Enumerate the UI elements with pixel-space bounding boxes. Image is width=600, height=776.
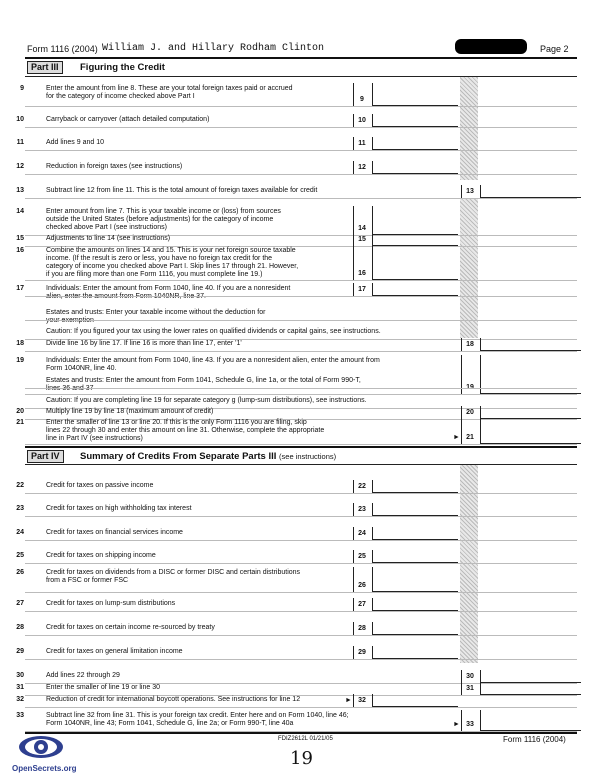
line-description: Carryback or carryover (attach detailed computation) — [46, 116, 210, 123]
form-year: Form 1116 (2004) — [27, 44, 98, 54]
line-description: Enter amount from line 7. This is your taxable income or (loss) from sources outside the United States (before adjustments) for the category of income checked above Part I (see instructions) — [46, 208, 281, 231]
line-description: Caution: If you figured your tax using the lower rates on qualified dividends or capital gains, see instructions. — [46, 328, 381, 335]
line-box-label: 24 — [358, 530, 366, 537]
line-number: 27 — [16, 600, 24, 607]
line-description: Estates and trusts: Enter your taxable income without the deduction for your exemption — [46, 309, 266, 324]
line-description: Credit for taxes on general limitation income — [46, 648, 183, 655]
shaded-column — [460, 77, 478, 180]
amount-field-line-32[interactable] — [373, 694, 458, 707]
form-code: FDIZ2612L 01/21/05 — [278, 736, 333, 742]
line-box-label: 12 — [358, 164, 366, 171]
line-number: 23 — [16, 505, 24, 512]
amount-field-line-13[interactable] — [481, 185, 581, 198]
amount-field-line-29[interactable] — [373, 646, 458, 659]
amount-field-line-10[interactable] — [373, 114, 458, 127]
line-number: 31 — [16, 684, 24, 691]
line-description: Reduction of credit for international boycott operations. See instructions for line 12 — [46, 696, 301, 703]
line-box-label: 21 — [466, 434, 474, 441]
line-description: Credit for taxes on passive income — [46, 482, 154, 489]
line-box-label: 17 — [358, 286, 366, 293]
line-description: Enter the smaller of line 13 or line 20. If this is the only Form 1116 you are filing, skip lines 22 through 30 and enter this amount on line 31. Otherwise, complete the appropriate line in Part IV (see instructions) — [46, 419, 325, 442]
line-number: 14 — [16, 208, 24, 215]
part4-title-note: (see instructions) — [279, 452, 337, 461]
line-number: 16 — [16, 247, 24, 254]
line-box-label: 27 — [358, 601, 366, 608]
amount-field-line-22[interactable] — [373, 480, 458, 493]
part4-title — [80, 451, 336, 462]
part4-tag: Part IV — [27, 450, 64, 463]
line-description: Credit for taxes on shipping income — [46, 552, 156, 559]
line-description: Multiply line 19 by line 18 (maximum amount of credit) — [46, 408, 214, 415]
line-box-label: 16 — [358, 270, 366, 277]
line-box-label: 30 — [466, 673, 474, 680]
line-description: Caution: If you are completing line 19 for separate category g (lump-sum distributions), see instructions. — [46, 397, 367, 404]
line-box-label: 11 — [358, 140, 366, 147]
line-number: 25 — [16, 552, 24, 559]
line-description: Credit for taxes on certain income re-sourced by treaty — [46, 624, 215, 631]
line-number: 22 — [16, 482, 24, 489]
watermark-text: OpenSecrets.org — [12, 764, 77, 773]
line-box-label: 13 — [466, 188, 474, 195]
handwritten-page-number: 19 — [290, 748, 313, 769]
shaded-column — [460, 198, 478, 338]
line-description: Credit for taxes on high withholding tax interest — [46, 505, 192, 512]
line-box-label: 23 — [358, 506, 366, 513]
form-label — [27, 44, 98, 54]
line-number: 28 — [16, 624, 24, 631]
part4-title-text: Summary of Credits From Separate Parts III — [80, 451, 277, 462]
amount-field-line-21[interactable] — [481, 417, 581, 444]
redacted-ssn — [455, 39, 527, 54]
line-number: 10 — [16, 116, 24, 123]
line-description: Individuals: Enter the amount from Form 1040, line 43. If you are a nonresident alien, enter the amount from Form 1040NR, line 40. — [46, 357, 380, 372]
amount-field-line-33[interactable] — [481, 710, 581, 731]
line-box-label: 26 — [358, 582, 366, 589]
amount-field-line-31[interactable] — [481, 682, 581, 695]
line-number: 18 — [16, 340, 24, 347]
line-box-label: 14 — [358, 225, 366, 232]
amount-field-line-17[interactable] — [373, 283, 458, 296]
amount-field-line-18[interactable] — [481, 338, 581, 351]
line-number: 21 — [16, 419, 24, 426]
line-number: 26 — [16, 569, 24, 576]
amount-field-line-14[interactable] — [373, 206, 458, 235]
part3-tag: Part III — [27, 61, 63, 74]
line-number: 33 — [16, 712, 24, 719]
footer-form-label: Form 1116 (2004) — [503, 735, 566, 744]
line-description: Enter the smaller of line 19 or line 30 — [46, 684, 161, 691]
amount-field-line-28[interactable] — [373, 622, 458, 635]
line-number: 24 — [16, 529, 24, 536]
line-description: Subtract line 32 from line 31. This is your foreign tax credit. Enter here and on Form 1040, line 46; Form 1040NR, line 43; Form 1041, Schedule G, line 2a; or Form 990-T, line 40a — [46, 712, 349, 727]
amount-field-line-11[interactable] — [373, 137, 458, 150]
part3-title: Figuring the Credit — [80, 62, 165, 73]
eye-icon — [12, 733, 70, 761]
line-description: Adjustments to line 14 (see instructions) — [46, 235, 171, 242]
line-box-label: 20 — [466, 409, 474, 416]
line-number: 29 — [16, 648, 24, 655]
line-description: Divide line 16 by line 17. If line 16 is more than line 17, enter '1' — [46, 340, 242, 347]
line-box-label: 18 — [466, 341, 474, 348]
shaded-column — [460, 465, 478, 663]
arrow-icon: ► — [453, 434, 460, 441]
line-description: Combine the amounts on lines 14 and 15. This is your net foreign source taxable income. (If the result is zero or less, you have no foreign tax credit for the category of income you checked above Part I. Skip lines 17 through 21. However, if you are filing more than one Form 1116, you must complete line 19.) — [46, 247, 299, 278]
line-number: 11 — [16, 139, 24, 146]
line-number: 19 — [16, 357, 24, 364]
line-number: 12 — [16, 163, 24, 170]
amount-field-line-24[interactable] — [373, 527, 458, 540]
line-description: Subtract line 12 from line 11. This is the total amount of foreign taxes available for credit — [46, 187, 318, 194]
line-number: 13 — [16, 187, 24, 194]
line-description: Estates and trusts: Enter the amount from Form 1041, Schedule G, line 1a, or the total of Form 990-T, lines 36 and 37 — [46, 377, 361, 392]
taxpayer-name: William J. and Hillary Rodham Clinton — [102, 43, 325, 54]
line-description: Credit for taxes on dividends from a DISC or former DISC and certain distributions from a FSC or former FSC — [46, 569, 301, 584]
arrow-icon: ► — [345, 697, 352, 704]
line-box-label: 28 — [358, 625, 366, 632]
line-box-label: 15 — [358, 236, 366, 243]
amount-field-line-26[interactable] — [373, 567, 458, 592]
line-box-label: 31 — [466, 685, 474, 692]
amount-field-line-12[interactable] — [373, 161, 458, 174]
line-box-label: 33 — [466, 721, 474, 728]
opensecrets-logo — [12, 733, 77, 773]
line-number: 32 — [16, 696, 24, 703]
line-description: Reduction in foreign taxes (see instructions) — [46, 163, 183, 170]
line-number: 9 — [20, 85, 24, 92]
line-description: Credit for taxes on lump-sum distributions — [46, 600, 176, 607]
line-number: 17 — [16, 285, 24, 292]
line-box-label: 10 — [358, 117, 366, 124]
amount-field-line-16[interactable] — [373, 245, 458, 280]
amount-field-line-27[interactable] — [373, 598, 458, 611]
line-number: 30 — [16, 672, 24, 679]
line-box-label: 22 — [358, 483, 366, 490]
arrow-icon: ► — [453, 721, 460, 728]
line-box-label: 32 — [358, 697, 366, 704]
line-description: Add lines 22 through 29 — [46, 672, 120, 679]
amount-field-line-25[interactable] — [373, 550, 458, 563]
line-description: Add lines 9 and 10 — [46, 139, 104, 146]
line-number: 15 — [16, 235, 24, 242]
line-description: Credit for taxes on financial services income — [46, 529, 183, 536]
line-number: 20 — [16, 408, 24, 415]
amount-field-line-23[interactable] — [373, 503, 458, 516]
line-description: Individuals: Enter the amount from Form 1040, line 40. If you are a nonresident alien, enter the amount from Form 1040NR, line 37. — [46, 285, 291, 300]
line-box-label: 29 — [358, 649, 366, 656]
line-box-label: 25 — [358, 553, 366, 560]
line-description: Enter the amount from line 8. These are your total foreign taxes paid or accrued for the category of income checked above Part I — [46, 85, 293, 100]
line-box-label: 9 — [360, 96, 364, 103]
amount-field-line-9[interactable] — [373, 83, 458, 106]
line-box-label: 19 — [466, 384, 474, 391]
page-number: Page 2 — [540, 44, 569, 54]
